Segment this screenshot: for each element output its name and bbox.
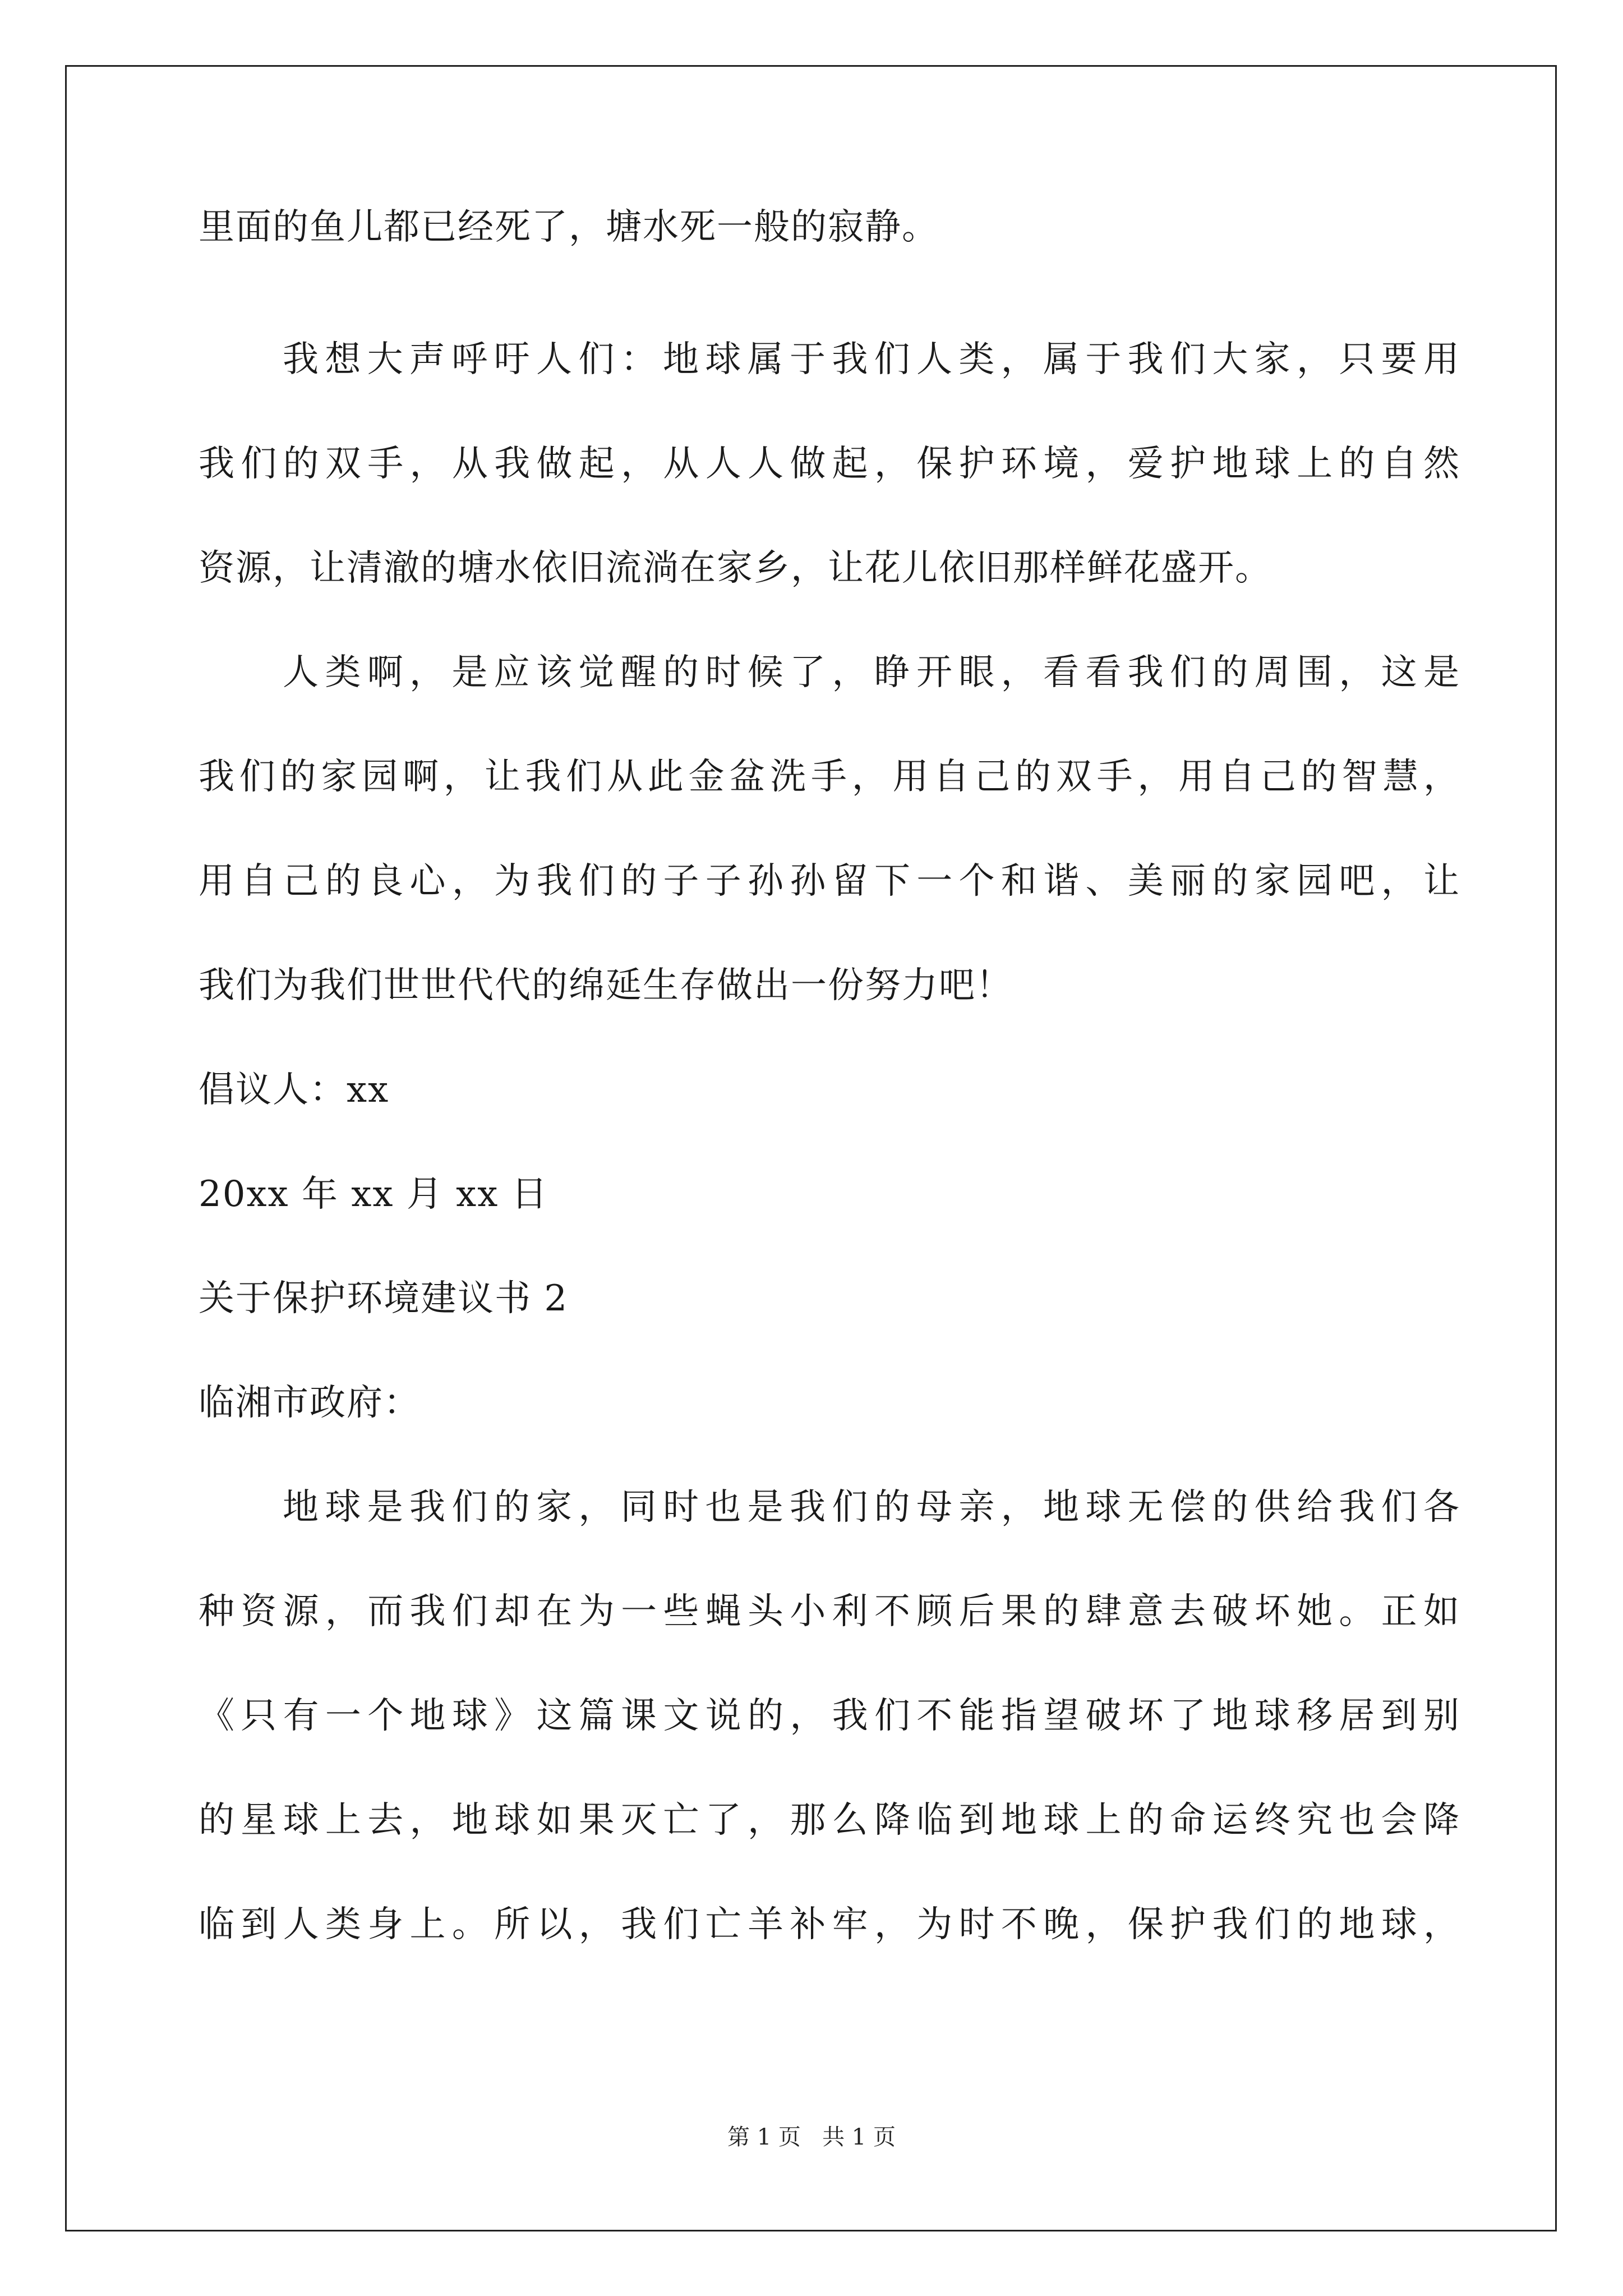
page-number-footer: 第 1 页 共 1 页 [727, 2124, 896, 2150]
salutation-line: 临湘市政府： [199, 1382, 421, 1424]
text-line: 我们的双手，从我做起，从人人做起，保护环境，爱护地球上的自然 [199, 443, 1460, 485]
text-line: 里面的鱼儿都已经死了，塘水死一般的寂静。 [199, 206, 939, 248]
text-line: 用自己的良心，为我们的子子孙孙留下一个和谐、美丽的家园吧，让 [199, 861, 1460, 902]
text-line: 种资源，而我们却在为一些蝇头小利不顾后果的肆意去破坏她。正如 [199, 1591, 1460, 1632]
text-line: 资源，让清澈的塘水依旧流淌在家乡，让花儿依旧那样鲜花盛开。 [199, 547, 1272, 589]
text-line: 我们为我们世世代代的绵延生存做出一份努力吧！ [199, 965, 1013, 1006]
paragraph-start-line: 地球是我们的家，同时也是我们的母亲，地球无偿的供给我们各 [283, 1487, 1460, 1528]
paragraph-start-line: 我想大声呼吁人们：地球属于我们人类，属于我们大家，只要用 [283, 339, 1460, 380]
text-line: 我们的家园啊，让我们从此金盆洗手，用自己的双手，用自己的智慧， [199, 756, 1460, 798]
text-line: 《只有一个地球》这篇课文说的，我们不能指望破坏了地球移居到别 [199, 1695, 1460, 1737]
date-line: 20xx 年 xx 月 xx 日 [199, 1174, 548, 1215]
text-line: 的星球上去，地球如果灭亡了，那么降临到地球上的命运终究也会降 [199, 1800, 1460, 1841]
text-line: 临到人类身上。所以，我们亡羊补牢，为时不晚，保护我们的地球， [199, 1904, 1460, 1945]
paragraph-start-line: 人类啊，是应该觉醒的时候了，睁开眼，看看我们的周围，这是 [283, 652, 1460, 693]
signature-line: 倡议人：xx [199, 1069, 390, 1111]
section-title: 关于保护环境建议书 2 [199, 1278, 569, 1319]
